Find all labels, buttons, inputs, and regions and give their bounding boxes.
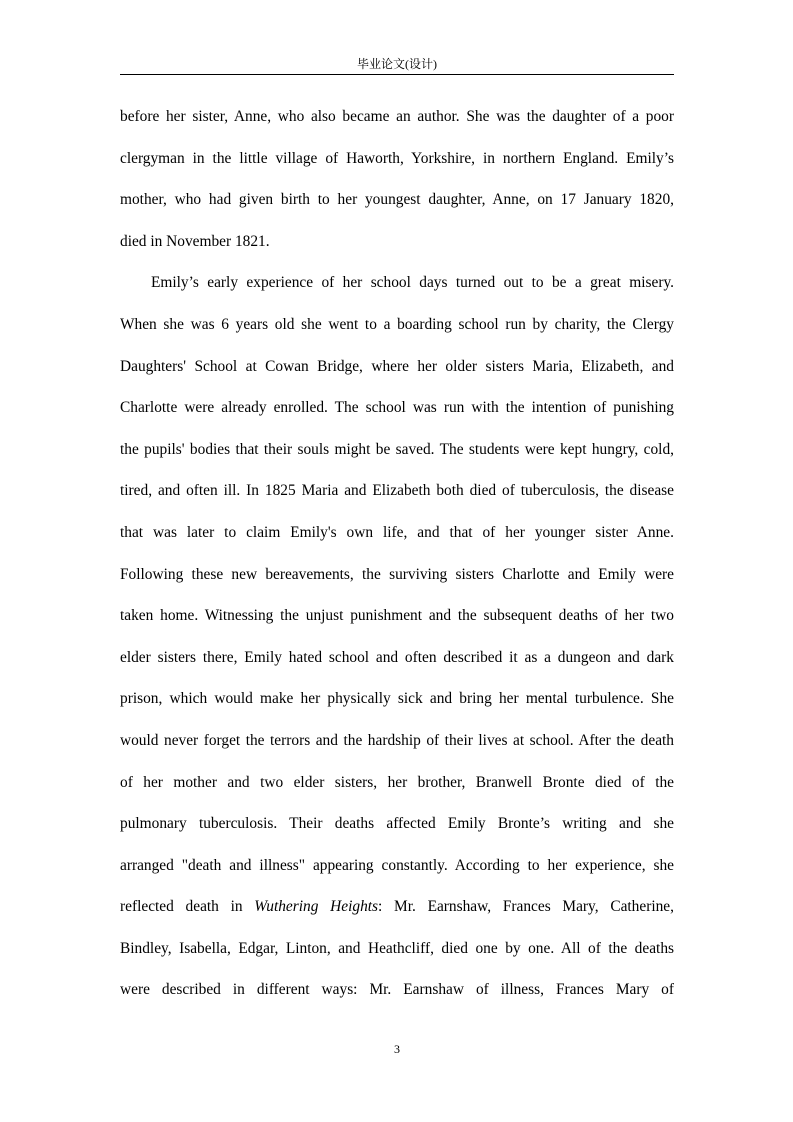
text-line: before her sister, Anne, who also became an author. She was the daughter of a poor — [120, 108, 674, 125]
text-line: were described in different ways: Mr. Earnshaw of illness, Frances Mary of — [120, 981, 674, 999]
text-line: Daughters' School at Cowan Bridge, where her older sisters Maria, Elizabeth, and — [120, 357, 674, 375]
book-title: Wuthering Heights — [254, 898, 379, 916]
text-line: pulmonary tuberculosis. Their deaths affected Emily Bronte’s writing and she — [120, 815, 674, 833]
text-line: Charlotte were already enrolled. The school was run with the intention of punishing — [120, 399, 674, 417]
text-line: mother, who had given birth to her youngest daughter, Anne, on 17 January 1820, — [120, 191, 674, 209]
text-line: died in November 1821. — [120, 232, 270, 250]
text-line: Emily’s early experience of her school days turned out to be a great misery. — [151, 274, 674, 292]
text-line: arranged "death and illness" appearing constantly. According to her experience, she — [120, 856, 674, 874]
text-line: would never forget the terrors and the hardship of their lives at school. After the death — [120, 731, 674, 749]
text-run: reflected death in — [120, 898, 255, 916]
text-line: of her mother and two elder sisters, her brother, Branwell Bronte died of the — [120, 773, 674, 791]
page-header: 毕业论文(设计) — [357, 57, 437, 71]
text-line: the pupils' bodies that their souls might be saved. The students were kept hungry, cold, — [120, 440, 674, 458]
text-line: elder sisters there, Emily hated school and often described it as a dungeon and dark — [120, 648, 674, 666]
text-line: that was later to claim Emily's own life, and that of her younger sister Anne. — [120, 523, 674, 541]
text-line: clergyman in the little village of Haworth, Yorkshire, in northern England. Emily’s — [120, 149, 674, 167]
text-line: tired, and often ill. In 1825 Maria and Elizabeth both died of tuberculosis, the disease — [120, 482, 674, 500]
text-line: When she was 6 years old she went to a boarding school run by charity, the Clergy — [120, 315, 674, 333]
text-line: taken home. Witnessing the unjust punishment and the subsequent deaths of her two — [120, 607, 674, 625]
page-number: 3 — [394, 1042, 400, 1056]
text-line: Following these new bereavements, the surviving sisters Charlotte and Emily were — [120, 565, 674, 583]
text-run: : Mr. Earnshaw, Frances Mary, Catherine, — [378, 898, 674, 916]
body-text — [120, 96, 674, 1011]
text-line — [120, 886, 674, 928]
text-line: Bindley, Isabella, Edgar, Linton, and Heathcliff, died one by one. All of the deaths — [120, 939, 674, 957]
text-line: prison, which would make her physically sick and bring her mental turbulence. She — [120, 690, 674, 708]
header-rule — [120, 74, 674, 75]
